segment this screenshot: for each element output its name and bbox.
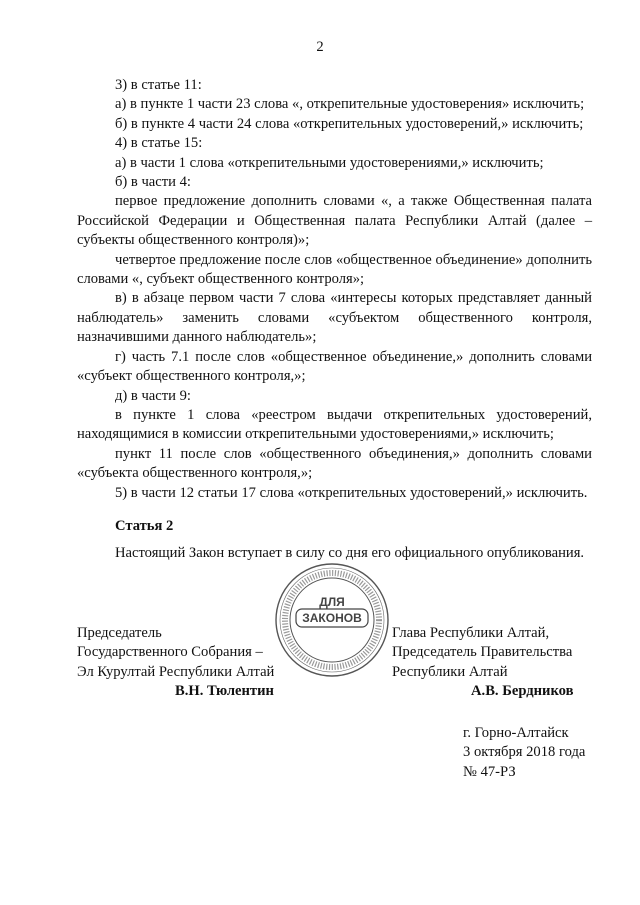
city: г. Горно-Алтайск [463, 725, 569, 741]
signature-right-name: А.В. Бердников [471, 683, 574, 700]
paragraph: в пункте 1 слова «реестром выдачи открепительных удостоверений, находящимися в комиссии открепительными удостоверениями,» исключить; [77, 406, 592, 443]
date: 3 октября 2018 года [463, 744, 586, 761]
signature-right-title-3: Республики Алтай [392, 663, 508, 680]
stamp-text-main: ЗАКОНОВ [302, 611, 362, 625]
paragraph: в) в абзаце первом части 7 слова «интересы которых представляет данный наблюдатель» заменить словами «субъектом общественного контроля, назначившими данного наблюдатель»; [77, 290, 592, 346]
paragraph: б) в части 4: [115, 174, 191, 191]
law-number: № 47-РЗ [463, 763, 516, 780]
article-text: Настоящий Закон вступает в силу со дня его официального опубликования. [115, 545, 585, 562]
paragraph: 4) в статье 15: [115, 135, 203, 152]
paragraph: б) в пункте 4 части 24 слова «открепительных удостоверений,» исключить; [115, 115, 584, 132]
signature-left-title-3: Эл Курултай Республики Алтай [77, 663, 275, 680]
paragraph: 3) в статье 11: [115, 77, 202, 93]
signature-left-title-1: Председатель [77, 625, 162, 641]
paragraph: 5) в части 12 статьи 17 слова «открепительных удостоверений,» исключить. [115, 484, 588, 501]
document-body [77, 76, 592, 564]
signature-right-title-1: Глава Республики Алтай, [392, 625, 550, 641]
paragraph: а) в части 1 слова «открепительными удостоверениями,» исключить; [115, 154, 544, 171]
signature-left-title-2: Государственного Собрания – [77, 644, 263, 661]
paragraph: д) в части 9: [115, 387, 191, 404]
signature-block-left [77, 624, 307, 702]
paragraph: г) часть 7.1 после слов «общественное объединение,» дополнить словами «субъект общественного контроля,»; [77, 348, 592, 385]
page-number: 2 [316, 39, 324, 55]
signature-right-title-2: Председатель Правительства [392, 644, 573, 661]
signature-left-name: В.Н. Тюлентин [175, 683, 274, 700]
paragraph: четвертое предложение после слов «общественное объединение» дополнить словами «, субъект общественного контроля»; [77, 251, 592, 288]
signature-block-right [392, 624, 602, 702]
stamp-text-top: ДЛЯ [319, 595, 345, 609]
place-date-block [463, 724, 623, 782]
paragraph: а) в пункте 1 части 23 слова «, открепительные удостоверения» исключить; [115, 96, 585, 113]
paragraph: пункт 11 после слов «общественного объединения,» дополнить словами «субъекта общественного контроля,»; [77, 445, 592, 482]
article-title: Статья 2 [115, 517, 174, 534]
paragraph: первое предложение дополнить словами «, а также Общественная палата Российской Федерации и Общественная палата Республики Алтай (далее – субъекты общественного контроля)»; [77, 193, 592, 249]
